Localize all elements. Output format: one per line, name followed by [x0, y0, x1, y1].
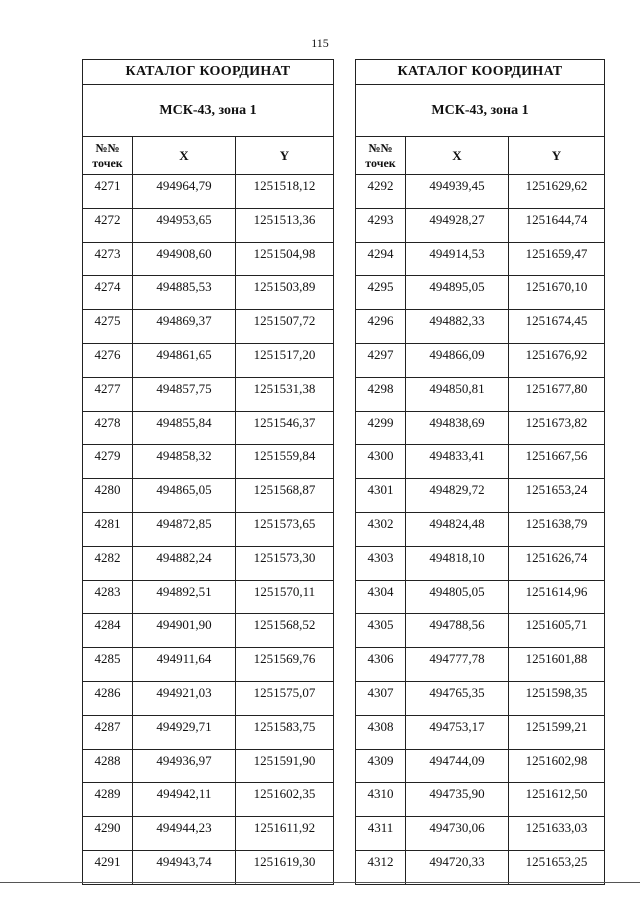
x-coordinate-cell: 494824,48	[406, 512, 509, 546]
x-coordinate-cell: 494833,41	[406, 445, 509, 479]
x-coordinate-cell: 494885,53	[133, 276, 236, 310]
y-coordinate-cell: 1251644,74	[509, 208, 605, 242]
point-number-cell: 4296	[356, 310, 406, 344]
y-coordinate-cell: 1251573,65	[236, 512, 334, 546]
x-coordinate-cell: 494944,23	[133, 817, 236, 851]
y-coordinate-cell: 1251605,71	[509, 614, 605, 648]
point-number-cell: 4306	[356, 648, 406, 682]
x-coordinate-cell: 494928,27	[406, 208, 509, 242]
y-coordinate-cell: 1251601,88	[509, 648, 605, 682]
point-number-cell: 4282	[83, 546, 133, 580]
point-number-cell: 4295	[356, 276, 406, 310]
y-coordinate-cell: 1251573,30	[236, 546, 334, 580]
x-coordinate-cell: 494857,75	[133, 377, 236, 411]
table-row	[83, 749, 334, 783]
point-number-cell: 4303	[356, 546, 406, 580]
x-coordinate-cell: 494895,05	[406, 276, 509, 310]
table-row	[83, 546, 334, 580]
x-coordinate-cell: 494730,06	[406, 817, 509, 851]
point-number-cell: 4311	[356, 817, 406, 851]
y-coordinate-cell: 1251619,30	[236, 850, 334, 884]
y-coordinate-cell: 1251513,36	[236, 208, 334, 242]
x-coordinate-cell: 494908,60	[133, 242, 236, 276]
y-coordinate-cell: 1251653,24	[509, 479, 605, 513]
table-row	[83, 208, 334, 242]
y-coordinate-cell: 1251531,38	[236, 377, 334, 411]
table-row	[356, 377, 605, 411]
table-row	[356, 546, 605, 580]
coordinate-catalog-table-right	[355, 59, 605, 885]
y-coordinate-cell: 1251676,92	[509, 343, 605, 377]
x-coordinate-cell: 494964,79	[133, 175, 236, 209]
point-number-cell: 4310	[356, 783, 406, 817]
x-coordinate-cell: 494929,71	[133, 715, 236, 749]
table-row	[83, 175, 334, 209]
x-coordinate-cell: 494765,35	[406, 681, 509, 715]
x-coordinate-cell: 494818,10	[406, 546, 509, 580]
x-coordinate-cell: 494838,69	[406, 411, 509, 445]
point-number-cell: 4294	[356, 242, 406, 276]
table-row	[83, 479, 334, 513]
x-coordinate-cell: 494892,51	[133, 580, 236, 614]
x-coordinate-cell: 494865,05	[133, 479, 236, 513]
table-row	[356, 242, 605, 276]
point-number-cell: 4286	[83, 681, 133, 715]
table-row	[356, 175, 605, 209]
table-row	[83, 580, 334, 614]
y-coordinate-cell: 1251568,87	[236, 479, 334, 513]
y-coordinate-cell: 1251583,75	[236, 715, 334, 749]
x-coordinate-cell: 494855,84	[133, 411, 236, 445]
table-row	[356, 479, 605, 513]
page-number: 115	[311, 36, 329, 50]
x-coordinate-cell: 494882,33	[406, 310, 509, 344]
y-coordinate-cell: 1251602,98	[509, 749, 605, 783]
y-coordinate-cell: 1251602,35	[236, 783, 334, 817]
table-row	[83, 681, 334, 715]
y-coordinate-cell: 1251677,80	[509, 377, 605, 411]
x-coordinate-cell: 494753,17	[406, 715, 509, 749]
table-row	[356, 445, 605, 479]
table-row	[83, 310, 334, 344]
y-coordinate-cell: 1251507,72	[236, 310, 334, 344]
y-coordinate-cell: 1251633,03	[509, 817, 605, 851]
point-number-cell: 4293	[356, 208, 406, 242]
point-number-cell: 4271	[83, 175, 133, 209]
y-coordinate-cell: 1251638,79	[509, 512, 605, 546]
point-number-cell: 4290	[83, 817, 133, 851]
point-number-cell: 4307	[356, 681, 406, 715]
point-number-cell: 4304	[356, 580, 406, 614]
table-row	[356, 850, 605, 884]
y-coordinate-cell: 1251653,25	[509, 850, 605, 884]
y-coordinate-cell: 1251568,52	[236, 614, 334, 648]
point-number-cell: 4275	[83, 310, 133, 344]
y-coordinate-cell: 1251575,07	[236, 681, 334, 715]
table-row	[83, 276, 334, 310]
x-coordinate-cell: 494936,97	[133, 749, 236, 783]
table-row	[356, 783, 605, 817]
footer-divider	[0, 882, 640, 883]
x-coordinate-cell: 494953,65	[133, 208, 236, 242]
x-coordinate-cell: 494735,90	[406, 783, 509, 817]
point-number-cell: 4305	[356, 614, 406, 648]
table-row	[356, 208, 605, 242]
y-coordinate-cell: 1251614,96	[509, 580, 605, 614]
x-coordinate-cell: 494939,45	[406, 175, 509, 209]
point-number-cell: 4274	[83, 276, 133, 310]
y-coordinate-cell: 1251570,11	[236, 580, 334, 614]
x-coordinate-cell: 494777,78	[406, 648, 509, 682]
point-number-header: №№ точек	[83, 137, 133, 175]
table-row	[356, 715, 605, 749]
y-coordinate-cell: 1251546,37	[236, 411, 334, 445]
table-row	[356, 817, 605, 851]
point-number-cell: 4278	[83, 411, 133, 445]
x-coordinate-cell: 494872,85	[133, 512, 236, 546]
x-coordinate-cell: 494942,11	[133, 783, 236, 817]
point-number-cell: 4298	[356, 377, 406, 411]
x-coordinate-cell: 494911,64	[133, 648, 236, 682]
x-header: X	[133, 137, 236, 175]
y-coordinate-cell: 1251503,89	[236, 276, 334, 310]
x-coordinate-cell: 494866,09	[406, 343, 509, 377]
table-row	[356, 580, 605, 614]
y-coordinate-cell: 1251569,76	[236, 648, 334, 682]
coordinate-system-zone: МСК-43, зона 1	[83, 85, 334, 137]
table-row	[356, 343, 605, 377]
point-number-cell: 4273	[83, 242, 133, 276]
table-row	[356, 749, 605, 783]
point-number-header: №№ точек	[356, 137, 406, 175]
x-coordinate-cell: 494850,81	[406, 377, 509, 411]
table-row	[83, 614, 334, 648]
point-number-cell: 4277	[83, 377, 133, 411]
point-number-cell: 4289	[83, 783, 133, 817]
y-coordinate-cell: 1251559,84	[236, 445, 334, 479]
table-row	[83, 411, 334, 445]
y-header: Y	[509, 137, 605, 175]
y-coordinate-cell: 1251612,50	[509, 783, 605, 817]
y-coordinate-cell: 1251517,20	[236, 343, 334, 377]
point-number-cell: 4284	[83, 614, 133, 648]
y-coordinate-cell: 1251626,74	[509, 546, 605, 580]
x-header: X	[406, 137, 509, 175]
point-number-cell: 4300	[356, 445, 406, 479]
y-coordinate-cell: 1251518,12	[236, 175, 334, 209]
point-number-cell: 4272	[83, 208, 133, 242]
coordinate-system-zone: МСК-43, зона 1	[356, 85, 605, 137]
point-number-cell: 4287	[83, 715, 133, 749]
x-coordinate-cell: 494861,65	[133, 343, 236, 377]
point-number-cell: 4297	[356, 343, 406, 377]
x-coordinate-cell: 494869,37	[133, 310, 236, 344]
table-row	[356, 681, 605, 715]
point-number-cell: 4299	[356, 411, 406, 445]
point-number-cell: 4285	[83, 648, 133, 682]
x-coordinate-cell: 494882,24	[133, 546, 236, 580]
table-row	[83, 783, 334, 817]
table-row	[83, 242, 334, 276]
point-number-cell: 4292	[356, 175, 406, 209]
y-coordinate-cell: 1251673,82	[509, 411, 605, 445]
catalog-title: КАТАЛОГ КООРДИНАТ	[356, 60, 605, 85]
point-number-cell: 4281	[83, 512, 133, 546]
table-row	[356, 512, 605, 546]
point-number-cell: 4291	[83, 850, 133, 884]
table-row	[83, 512, 334, 546]
table-row	[83, 648, 334, 682]
table-row	[356, 411, 605, 445]
y-coordinate-cell: 1251598,35	[509, 681, 605, 715]
table-row	[356, 648, 605, 682]
table-row	[356, 310, 605, 344]
point-number-cell: 4276	[83, 343, 133, 377]
table-row	[356, 276, 605, 310]
coordinate-catalog-table-left	[82, 59, 334, 885]
point-number-cell: 4308	[356, 715, 406, 749]
point-number-cell: 4283	[83, 580, 133, 614]
y-coordinate-cell: 1251674,45	[509, 310, 605, 344]
x-coordinate-cell: 494921,03	[133, 681, 236, 715]
table-row	[83, 850, 334, 884]
table-row	[83, 817, 334, 851]
table-row	[356, 614, 605, 648]
x-coordinate-cell: 494901,90	[133, 614, 236, 648]
y-coordinate-cell: 1251629,62	[509, 175, 605, 209]
x-coordinate-cell: 494914,53	[406, 242, 509, 276]
x-coordinate-cell: 494744,09	[406, 749, 509, 783]
point-number-cell: 4280	[83, 479, 133, 513]
table-row	[83, 445, 334, 479]
x-coordinate-cell: 494720,33	[406, 850, 509, 884]
y-coordinate-cell: 1251591,90	[236, 749, 334, 783]
y-coordinate-cell: 1251659,47	[509, 242, 605, 276]
point-number-cell: 4301	[356, 479, 406, 513]
y-coordinate-cell: 1251667,56	[509, 445, 605, 479]
point-number-cell: 4288	[83, 749, 133, 783]
table-row	[83, 343, 334, 377]
point-number-cell: 4279	[83, 445, 133, 479]
x-coordinate-cell: 494805,05	[406, 580, 509, 614]
y-header: Y	[236, 137, 334, 175]
y-coordinate-cell: 1251504,98	[236, 242, 334, 276]
point-number-cell: 4312	[356, 850, 406, 884]
x-coordinate-cell: 494788,56	[406, 614, 509, 648]
y-coordinate-cell: 1251670,10	[509, 276, 605, 310]
catalog-title: КАТАЛОГ КООРДИНАТ	[83, 60, 334, 85]
y-coordinate-cell: 1251599,21	[509, 715, 605, 749]
point-number-cell: 4302	[356, 512, 406, 546]
x-coordinate-cell: 494829,72	[406, 479, 509, 513]
table-row	[83, 715, 334, 749]
x-coordinate-cell: 494943,74	[133, 850, 236, 884]
point-number-cell: 4309	[356, 749, 406, 783]
y-coordinate-cell: 1251611,92	[236, 817, 334, 851]
x-coordinate-cell: 494858,32	[133, 445, 236, 479]
table-row	[83, 377, 334, 411]
